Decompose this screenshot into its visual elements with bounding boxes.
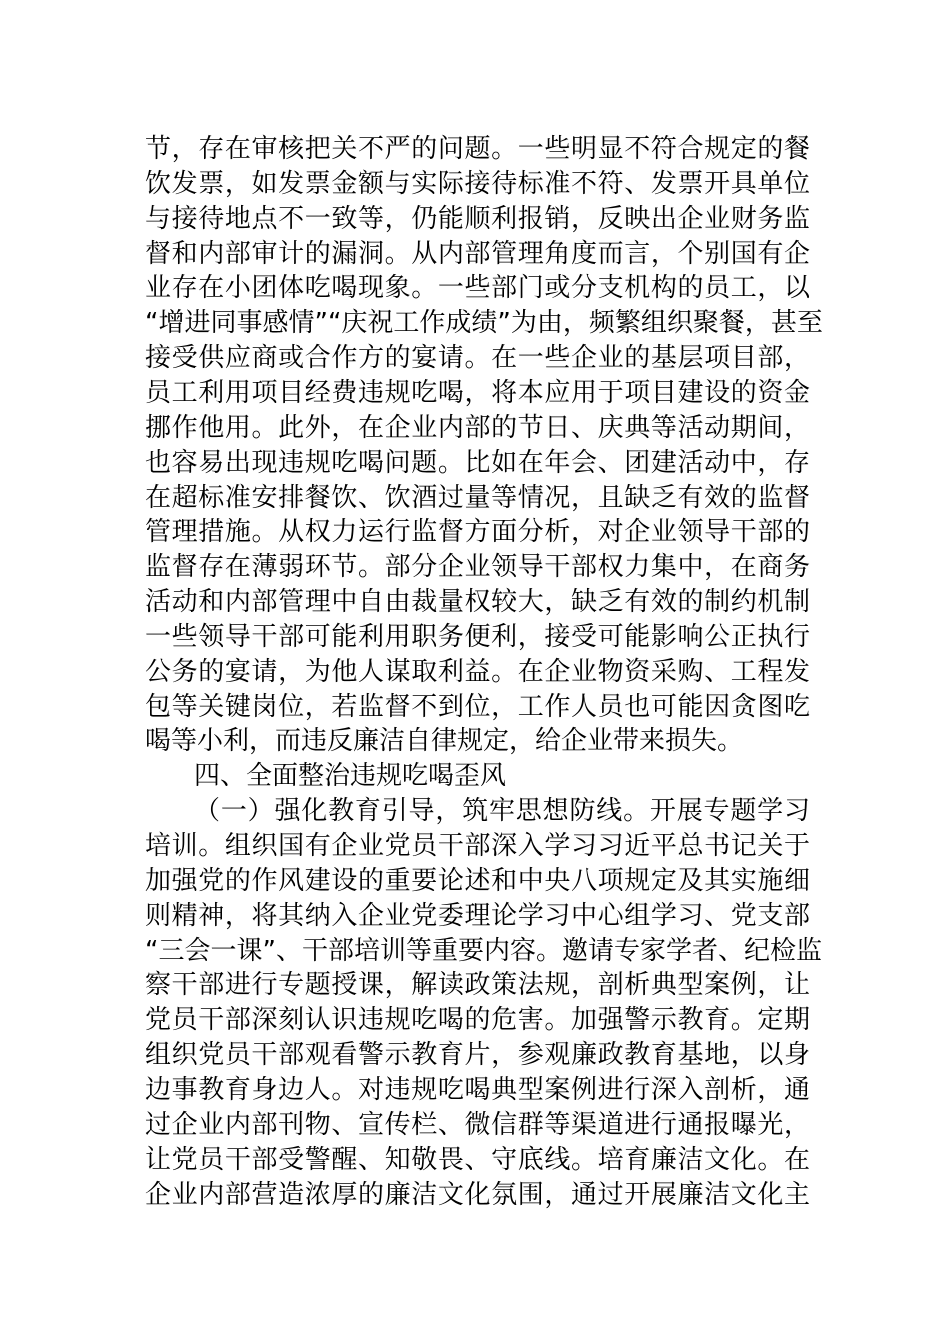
text-line: “增进同事感情”“庆祝工作成绩”为由，频繁组织聚餐，甚至 [145,308,823,339]
text-line: 组织党员干部观看警示教育片，参观廉政教育基地，以身 [145,1040,810,1071]
text-line: 挪作他用。此外，在企业内部的节日、庆典等活动期间， [145,412,810,443]
text-line: 监督存在薄弱环节。部分企业领导干部权力集中，在商务 [145,552,810,583]
text-line: 接受供应商或合作方的宴请。在一些企业的基层项目部， [145,343,810,374]
text-line: 让党员干部受警醒、知敬畏、守底线。培育廉洁文化。在 [145,1144,810,1175]
text-line: 边事教育身边人。对违规吃喝典型案例进行深入剖析，通 [145,1074,810,1105]
text-line: 业存在小团体吃喝现象。一些部门或分支机构的员工，以 [145,273,810,304]
section-heading: 四、全面整治违规吃喝歪风 [194,761,507,792]
text-line: 公务的宴请，为他人谋取利益。在企业物资采购、工程发 [145,656,810,687]
text-line: 培训。组织国有企业党员干部深入学习习近平总书记关于 [145,831,810,861]
text-line: 一些领导干部可能利用职务便利，接受可能影响公正执行 [145,621,810,652]
text-line: 也容易出现违规吃喝问题。比如在年会、团建活动中，存 [145,447,810,478]
text-line: 督和内部审计的漏洞。从内部管理角度而言，个别国有企 [145,238,810,269]
text-line: 在超标准安排餐饮、饮酒过量等情况，且缺乏有效的监督 [145,482,810,513]
text-line: 活动和内部管理中自由裁量权较大，缺乏有效的制约机制 [145,587,810,618]
text-line: 察干部进行专题授课，解读政策法规，剖析典型案例，让 [145,970,810,1001]
text-line: “三会一课”、干部培训等重要内容。邀请专家学者、纪检监 [145,935,822,966]
text-line: （一）强化教育引导，筑牢思想防线。开展专题学习 [194,796,810,827]
text-line: 员工利用项目经费违规吃喝，将本应用于项目建设的资金 [145,377,810,408]
text-line: 包等关键岗位，若监督不到位，工作人员也可能因贪图吃 [145,691,810,722]
text-line: 党员干部深刻认识违规吃喝的危害。加强警示教育。定期 [145,1005,810,1036]
text-line: 加强党的作风建设的重要论述和中央八项规定及其实施细 [145,865,810,896]
text-line: 则精神，将其纳入企业党委理论学习中心组学习、党支部 [145,900,810,931]
text-line: 饮发票，如发票金额与实际接待标准不符、发票开具单位 [145,168,810,199]
text-line: 与接待地点不一致等，仍能顺利报销，反映出企业财务监 [145,203,810,234]
text-line: 节，存在审核把关不严的问题。一些明显不符合规定的餐 [145,134,810,164]
text-line: 企业内部营造浓厚的廉洁文化氛围，通过开展廉洁文化主 [145,1179,810,1210]
text-line: 管理措施。从权力运行监督方面分析，对企业领导干部的 [145,517,810,548]
text-line: 喝等小利，而违反廉洁自律规定，给企业带来损失。 [145,726,744,757]
text-line: 过企业内部刊物、宣传栏、微信群等渠道进行通报曝光， [145,1109,810,1140]
